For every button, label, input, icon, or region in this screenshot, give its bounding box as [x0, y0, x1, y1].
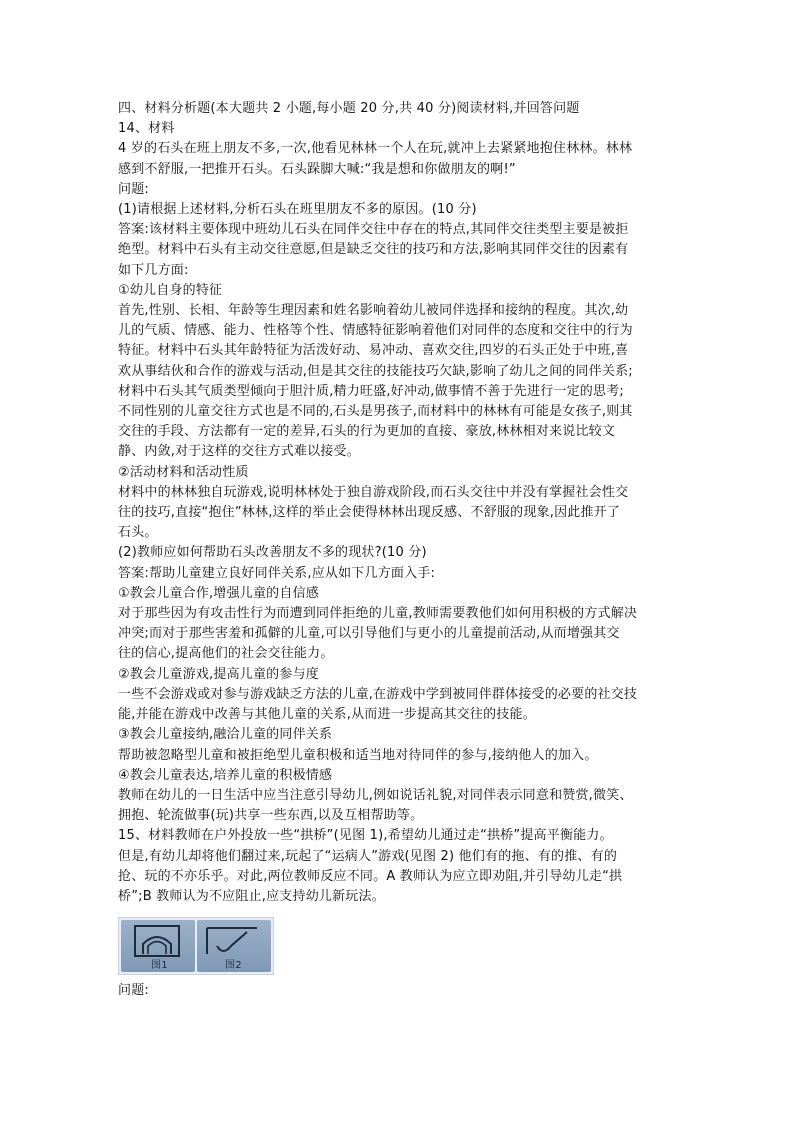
figure-2-label: 图2	[225, 960, 242, 972]
q14-sub-question-1: (1)请根据上述材料,分析石头在班里朋友不多的原因。(10 分)	[118, 202, 477, 218]
point-body-line: 材料中石头其气质类型倾向于胆汁质,精力旺盛,好冲动,做事情不善于先进行一定的思考;	[118, 383, 624, 399]
q15-material-line: 但是,有幼儿却将他们翻过来,玩起了“运病人”游戏(见图 2) 他们有的拖、有的推、有的	[118, 848, 618, 864]
answer-line: 如下几方面:	[118, 262, 189, 278]
arch-bridge-sketch-icon	[121, 920, 195, 972]
tip-title: ③教会儿童接纳,融洽儿童的同伴关系	[118, 727, 333, 743]
q15-material-line: 抢、玩的不亦乐乎。对此,两位教师反应不同。A 教师认为应立即劝阻,并引导幼儿走“拱	[118, 868, 623, 884]
tip-body-line: 一些不会游戏或对参与游戏缺乏方法的儿童,在游戏中学到被同伴群体接受的必要的社交技	[118, 686, 638, 702]
tip-body-line: 帮助被忽略型儿童和被拒绝型儿童积极和适当地对待同伴的参与,接纳他人的加入。	[118, 747, 598, 763]
tip-body-line: 往的信心,提高他们的社会交往能力。	[118, 646, 334, 662]
tip-body-line: 教师在幼儿的一日生活中应当注意引导幼儿,例如说话礼貌,对同伴表示同意和赞赏,微笑、	[118, 787, 633, 803]
point-body-line: 不同性别的儿童交往方式也是不同的,石头是男孩子,而材料中的林林有可能是女孩子,则其	[118, 404, 633, 420]
figure-1-panel	[121, 920, 195, 972]
q15-question-label: 问题:	[118, 983, 149, 999]
tip-body-line: 冲突;而对于那些害羞和孤僻的儿童,可以引导他们与更小的儿童提前活动,从而增强其交	[118, 626, 620, 642]
document-page	[118, 99, 678, 1001]
point-body-line: 特征。材料中石头其年龄特征为活泼好动、易冲动、喜欢交往,四岁的石头正处于中班,喜	[118, 343, 629, 359]
bridge-figure-image	[118, 917, 274, 975]
tip-body-line: 拥抱、轮流做事(玩)共享一些东西,以及互相帮助等。	[118, 808, 424, 824]
q15-material-line: 桥”;B 教师认为不应阻止,应支持幼儿新玩法。	[118, 888, 385, 904]
answer-line: 答案:帮助儿童建立良好同伴关系,应从如下几方面入手:	[118, 565, 436, 581]
answer-line: 绝型。材料中石头有主动交往意愿,但是缺乏交往的技巧和方法,影响其同伴交往的因素有	[118, 242, 629, 258]
q14-material-line: 4 岁的石头在班上朋友不多,一次,他看见林林一个人在玩,就冲上去紧紧地抱住林林。林林	[118, 141, 633, 157]
figure-1-label: 图1	[151, 960, 168, 972]
tip-title: ④教会儿童表达,培养儿童的积极情感	[118, 767, 333, 783]
point-body-line: 静、内敛,对于这样的交往方式难以接受。	[118, 444, 360, 460]
tip-body-line: 能,并能在游戏中改善与其他儿童的关系,从而进一步提高其交往的技能。	[118, 707, 536, 723]
point-body-line: 石头。	[118, 525, 158, 541]
figure-2-panel	[197, 920, 271, 972]
answer-line: 答案:该材料主要体现中班幼儿石头在同伴交往中存在的特点,其同伴交往类型主要是被拒	[118, 222, 629, 238]
q15-material-line: 15、材料教师在户外投放一些“拱桥”(见图 1),希望幼儿通过走“拱桥”提高平衡能力。	[118, 828, 613, 844]
q14-material-line: 感到不舒服,一把推开石头。石头跺脚大喊:“我是想和你做朋友的啊!”	[118, 161, 516, 177]
q14-question-label: 问题:	[118, 181, 149, 197]
point-body-line: 交往的手段、方法都有一定的差异,石头的行为更加的直接、豪放,林林相对来说比较文	[118, 424, 616, 440]
tip-title: ①教会儿童合作,增强儿童的自信感	[118, 585, 319, 601]
flipped-bridge-sketch-icon	[197, 920, 271, 972]
point-body-line: 儿的气质、情感、能力、性格等个性、情感特征影响着他们对同伴的态度和交往中的行为	[118, 323, 633, 339]
point-body-line: 材料中的林林独自玩游戏,说明林林处于独自游戏阶段,而石头交往中并没有掌握社会性交	[118, 484, 629, 500]
section-title: 四、材料分析题(本大题共 2 小题,每小题 20 分,共 40 分)阅读材料,并回答问题	[118, 101, 580, 116]
q14-sub-question-2: (2)教师应如何帮助石头改善朋友不多的现状?(10 分)	[118, 545, 427, 561]
point-body-line: 往的技巧,直接“抱住”林林,这样的举止会使得林林出现反感、不舒服的现象,因此推开了	[118, 505, 621, 521]
tip-body-line: 对于那些因为有攻击性行为而遭到同伴拒绝的儿童,教师需要教他们如何用积极的方式解决	[118, 606, 638, 622]
point-body-line: 欢从事结伙和合作的游戏与活动,但是其交往的技能技巧欠缺,影响了幼儿之间的同伴关系;	[118, 363, 633, 379]
point-title: ②活动材料和活动性质	[118, 464, 249, 480]
q14-header: 14、材料	[118, 121, 175, 137]
tip-title: ②教会儿童游戏,提高儿童的参与度	[118, 666, 319, 682]
point-title: ①幼儿自身的特征	[118, 282, 223, 298]
point-body-line: 首先,性别、长相、年龄等生理因素和姓名影响着幼儿被同伴选择和接纳的程度。其次,幼	[118, 303, 629, 319]
